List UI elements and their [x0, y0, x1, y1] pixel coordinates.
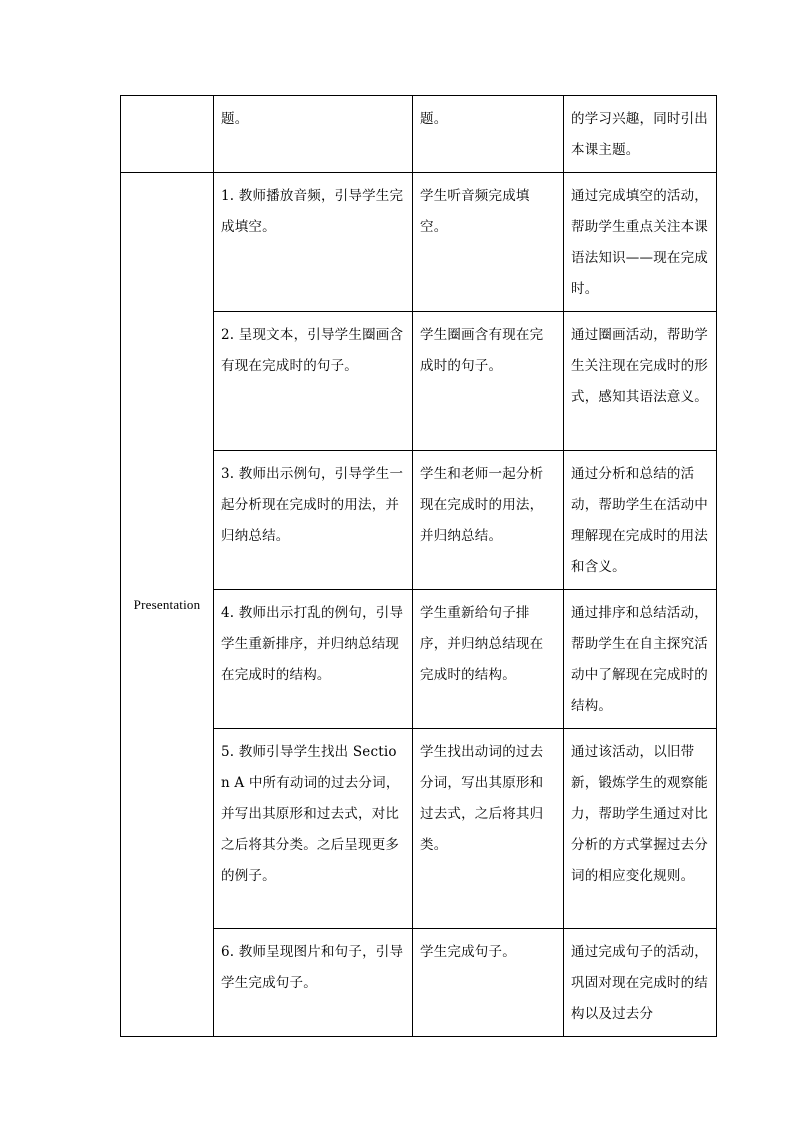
- purpose-cell: 通过完成填空的活动，帮助学生重点关注本课语法知识——现在完成时。: [564, 173, 717, 312]
- student-activity-cell: 学生重新给句子排序，并归纳总结现在完成时的结构。: [413, 590, 564, 729]
- teacher-activity-cell: 1. 教师播放音频，引导学生完成填空。: [214, 173, 413, 312]
- purpose-cell: 的学习兴趣，同时引出本课主题。: [564, 96, 717, 173]
- student-activity-cell: 学生找出动词的过去分词，写出其原形和过去式，之后将其归类。: [413, 729, 564, 929]
- teacher-activity-cell: 6. 教师呈现图片和句子，引导学生完成句子。: [214, 929, 413, 1037]
- student-activity-cell: 学生听音频完成填空。: [413, 173, 564, 312]
- student-activity-cell: 题。: [413, 96, 564, 173]
- student-activity-cell: 学生圈画含有现在完成时的句子。: [413, 312, 564, 451]
- stage-cell-empty: [121, 96, 214, 173]
- teacher-activity-cell: 题。: [214, 96, 413, 173]
- teacher-activity-cell: 5. 教师引导学生找出 Section A 中所有动词的过去分词，并写出其原形和过去式，对比之后将其分类。之后呈现更多的例子。: [214, 729, 413, 929]
- purpose-cell: 通过该活动，以旧带新，锻炼学生的观察能力，帮助学生通过对比分析的方式掌握过去分词的相应变化规则。: [564, 729, 717, 929]
- table-row: [121, 96, 717, 173]
- stage-cell: Presentation: [121, 173, 214, 1037]
- purpose-cell: 通过圈画活动，帮助学生关注现在完成时的形式，感知其语法意义。: [564, 312, 717, 451]
- teacher-activity-cell: 4. 教师出示打乱的例句，引导学生重新排序，并归纳总结现在完成时的结构。: [214, 590, 413, 729]
- purpose-cell: 通过完成句子的活动，巩固对现在完成时的结构以及过去分: [564, 929, 717, 1037]
- lesson-plan-table: [120, 95, 717, 1037]
- teacher-activity-cell: 2. 呈现文本，引导学生圈画含有现在完成时的句子。: [214, 312, 413, 451]
- table-row: [121, 173, 717, 312]
- purpose-cell: 通过分析和总结的活动，帮助学生在活动中理解现在完成时的用法和含义。: [564, 451, 717, 590]
- purpose-cell: 通过排序和总结活动，帮助学生在自主探究活动中了解现在完成时的结构。: [564, 590, 717, 729]
- student-activity-cell: 学生完成句子。: [413, 929, 564, 1037]
- student-activity-cell: 学生和老师一起分析现在完成时的用法，并归纳总结。: [413, 451, 564, 590]
- teacher-activity-cell: 3. 教师出示例句，引导学生一起分析现在完成时的用法，并归纳总结。: [214, 451, 413, 590]
